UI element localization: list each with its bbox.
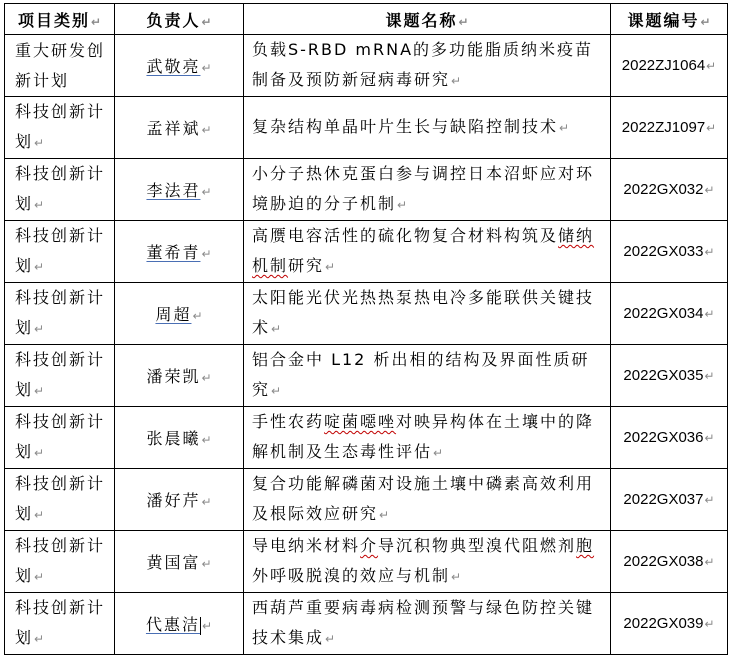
person-cell[interactable]: 代惠洁 ↵: [115, 593, 244, 655]
topic-cell[interactable]: 负载S-RBD mRNA的多功能脂质纳米疫苗制备及预防新冠病毒研究↵: [244, 35, 611, 97]
person-cell[interactable]: 孟祥斌↵: [115, 97, 244, 159]
category-cell[interactable]: 科技创新计划↵: [5, 593, 115, 655]
person-cell[interactable]: 李法君↵: [115, 159, 244, 221]
text-cursor: [200, 617, 201, 635]
header-code: 课题编号↵: [611, 4, 728, 35]
category-cell[interactable]: 科技创新计划↵: [5, 531, 115, 593]
code-cell[interactable]: 2022GX039↵: [611, 593, 728, 655]
topic-cell[interactable]: 手性农药啶菌噁唑对映异构体在土壤中的降解机制及生态毒性评估↵: [244, 407, 611, 469]
table-row: [5, 97, 728, 159]
topic-cell[interactable]: 太阳能光伏光热热泵热电冷多能联供关键技术↵: [244, 283, 611, 345]
table-row: [5, 221, 728, 283]
code-cell[interactable]: 2022GX032↵: [611, 159, 728, 221]
category-cell[interactable]: 科技创新计划↵: [5, 97, 115, 159]
table-row: [5, 283, 728, 345]
category-cell[interactable]: 科技创新计划↵: [5, 407, 115, 469]
table-row: [5, 469, 728, 531]
project-table: [4, 3, 728, 655]
code-cell[interactable]: 2022GX037↵: [611, 469, 728, 531]
topic-cell[interactable]: 复合功能解磷菌对设施土壤中磷素高效利用及根际效应研究↵: [244, 469, 611, 531]
table-row: [5, 159, 728, 221]
code-cell[interactable]: 2022GX034↵: [611, 283, 728, 345]
table-row: [5, 531, 728, 593]
code-cell[interactable]: 2022ZJ1097↵: [611, 97, 728, 159]
code-cell[interactable]: 2022ZJ1064↵: [611, 35, 728, 97]
topic-cell[interactable]: 导电纳米材料介导沉积物典型溴代阻燃剂胞外呼吸脱溴的效应与机制↵: [244, 531, 611, 593]
category-cell[interactable]: 科技创新计划↵: [5, 469, 115, 531]
table-row: [5, 407, 728, 469]
person-cell[interactable]: 张晨曦↵: [115, 407, 244, 469]
topic-cell[interactable]: 复杂结构单晶叶片生长与缺陷控制技术↵: [244, 97, 611, 159]
person-cell[interactable]: 潘荣凯↵: [115, 345, 244, 407]
category-cell[interactable]: 科技创新计划↵: [5, 345, 115, 407]
person-cell[interactable]: 潘好芹↵: [115, 469, 244, 531]
topic-cell[interactable]: 西葫芦重要病毒病检测预警与绿色防控关键技术集成↵: [244, 593, 611, 655]
table-row: [5, 593, 728, 655]
person-cell[interactable]: 武敬亮↵: [115, 35, 244, 97]
table-row: [5, 345, 728, 407]
topic-cell[interactable]: 小分子热休克蛋白参与调控日本沼虾应对环境胁迫的分子机制↵: [244, 159, 611, 221]
code-cell[interactable]: 2022GX036↵: [611, 407, 728, 469]
header-row: [5, 4, 728, 35]
topic-cell[interactable]: 高赝电容活性的硫化物复合材料构筑及储纳机制研究↵: [244, 221, 611, 283]
header-topic: 课题名称↵: [244, 4, 611, 35]
category-cell[interactable]: 科技创新计划↵: [5, 159, 115, 221]
person-cell[interactable]: 黄国富↵: [115, 531, 244, 593]
topic-cell[interactable]: 铝合金中 L12 析出相的结构及界面性质研究↵: [244, 345, 611, 407]
header-person: 负责人↵: [115, 4, 244, 35]
code-cell[interactable]: 2022GX033↵: [611, 221, 728, 283]
code-cell[interactable]: 2022GX038↵: [611, 531, 728, 593]
person-cell[interactable]: 周超↵: [115, 283, 244, 345]
code-cell[interactable]: 2022GX035↵: [611, 345, 728, 407]
category-cell[interactable]: 科技创新计划↵: [5, 221, 115, 283]
person-cell[interactable]: 董希青↵: [115, 221, 244, 283]
header-category: 项目类别↵: [5, 4, 115, 35]
table-row: [5, 35, 728, 97]
category-cell[interactable]: 重大研发创新计划: [5, 35, 115, 97]
category-cell[interactable]: 科技创新计划↵: [5, 283, 115, 345]
